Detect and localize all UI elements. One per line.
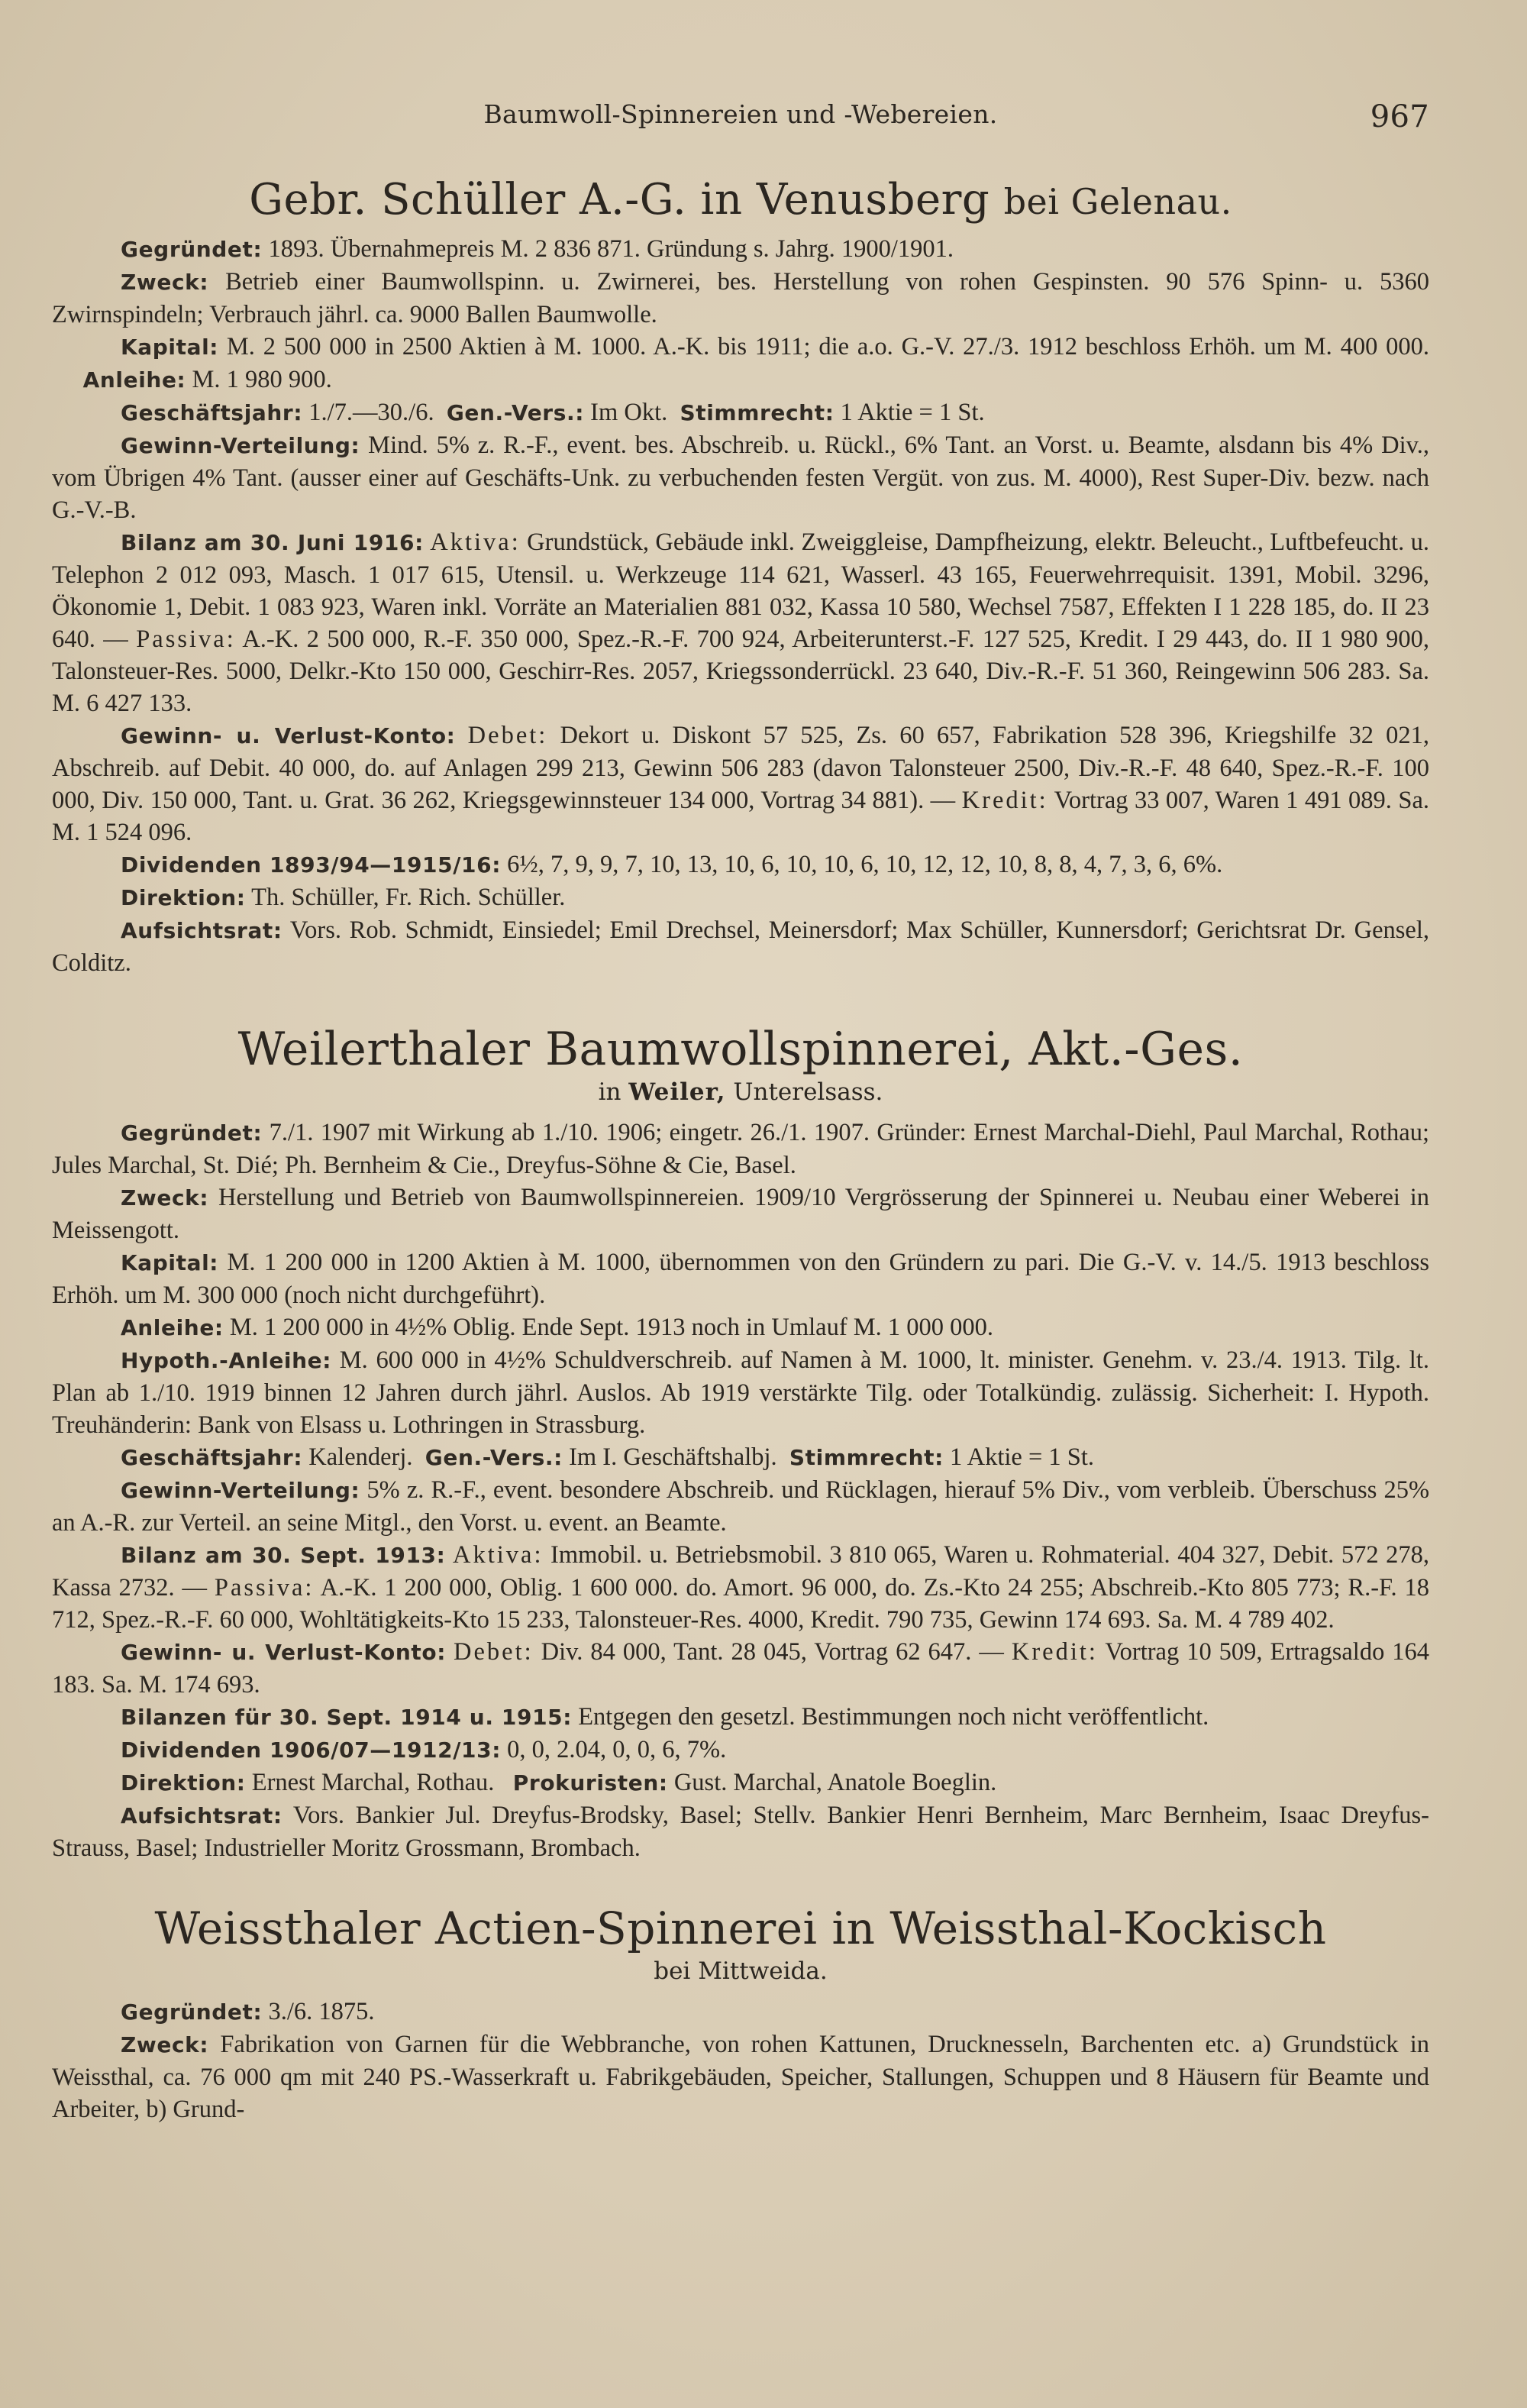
s1-genvers-text: Im Okt.: [590, 399, 668, 427]
s1-dividenden-text: 6½, 7, 9, 9, 7, 10, 13, 10, 6, 10, 10, 6, 10, 12, 12, 10, 8, 8, 4, 7, 3, 6, 6%.: [507, 851, 1223, 879]
s3-zweck-label: Zweck:: [121, 2032, 209, 2058]
s3-gegruendet-text: 3./6. 1875.: [268, 1998, 375, 2026]
s2-anleihe-label: Anleihe:: [121, 1315, 224, 1341]
section2-title: Weilerthaler Baumwollspinnerei, Akt.-Ges.: [237, 1023, 1244, 1077]
s1-direktion-text: Th. Schüller, Fr. Rich. Schüller.: [251, 884, 566, 912]
s1-gewinnverteilung-text: Mind. 5% z. R.-F., event. bes. Abschreib. u. Rückl., 6% Tant. an Vorst. u. Beamte, alsdann bis 4% Div., vom Übrigen 4% Tant. (ausser einer auf Geschäfts-Unk. zu verbuchenden festen Vergüt. von zus. M. 4000), Rest Super-Div. bezw. nach G.-V.-B.: [52, 432, 1429, 525]
section3-title: Weissthaler Actien-Spinnerei in Weissthal-Kockisch: [154, 1902, 1327, 1955]
s2-kapital-text: M. 1 200 000 in 1200 Aktien à M. 1000, übernommen von den Gründern zu pari. Die G.-V. v. 14./5. 1913 beschloss Erhöh. um M. 300 000 (noch nicht durchgeführt).: [52, 1249, 1430, 1310]
s2-gegruendet: [52, 1117, 1429, 1181]
s2-bilanzen: [52, 1701, 1429, 1734]
running-head: [52, 99, 1429, 153]
s2-loc-prefix: in: [598, 1078, 621, 1107]
s2-guv-debet-text: Div. 84 000, Tant. 28 045, Vortrag 62 647. —: [541, 1638, 1004, 1666]
s1-aufsichtsrat-label: Aufsichtsrat:: [121, 918, 282, 944]
s3-gegruendet: [52, 1996, 1429, 2028]
s2-stimmrecht-text: 1 Aktie = 1 St.: [950, 1443, 1095, 1472]
s1-bilanz-passiva-text: A.-K. 2 500 000, R.-F. 350 000, Spez.-R.-F. 700 924, Arbeiterunterst.-F. 127 525, Kredit. I 29 443, do. II 1 980 900, Talonsteuer-Res. 5000, Delkr.-Kto 150 000, Geschirr-Res. 2057, Kriegssonderrückl. 23 640, Div.-R.-F. 51 360, Reingewinn 506 283. Sa. M. 6 427 133.: [52, 625, 1430, 718]
s1-direktion: [52, 881, 1429, 914]
s2-hypoth-label: Hypoth.-Anleihe:: [121, 1348, 332, 1374]
s1-gegruendet-text: 1893. Übernahmepreis M. 2 836 871. Gründung s. Jahrg. 1900/1901.: [268, 235, 954, 263]
s2-hypoth: [52, 1344, 1429, 1441]
s1-kapital: [52, 331, 1429, 396]
s1-dividenden: [52, 848, 1429, 881]
s2-dividenden-text: 0, 0, 2.04, 0, 0, 6, 7%.: [507, 1736, 727, 1764]
section1-title: [52, 174, 1429, 225]
s2-direktion-text: Ernest Marchal, Rothau.: [251, 1769, 495, 1797]
s2-stimmrecht-label: Stimmrecht:: [789, 1445, 944, 1471]
s2-loc-place: Weiler,: [628, 1078, 726, 1107]
running-title: Baumwoll-Spinnereien und -Webereien.: [483, 99, 998, 129]
s1-guv-label: Gewinn- u. Verlust-Konto:: [121, 723, 456, 749]
s2-direktion-label: Direktion:: [121, 1770, 246, 1796]
s2-aufsichtsrat-label: Aufsichtsrat:: [121, 1803, 282, 1829]
s2-bilanzen-label: Bilanzen für 30. Sept. 1914 u. 1915:: [121, 1705, 573, 1731]
s1-stimmrecht-text: 1 Aktie = 1 St.: [840, 399, 985, 427]
s1-aufsichtsrat: [52, 914, 1429, 979]
s2-zweck: [52, 1181, 1429, 1246]
s1-genvers-label: Gen.-Vers.:: [446, 400, 584, 426]
s1-gewinnverteilung-label: Gewinn-Verteilung:: [121, 433, 360, 459]
section2-location: [52, 1077, 1429, 1107]
s1-anleihe-text: M. 1 980 900.: [192, 366, 332, 394]
s2-passiva-word: Passiva:: [214, 1574, 315, 1602]
s2-geschaeftsjahr-label: Geschäftsjahr:: [121, 1445, 303, 1471]
s2-zweck-label: Zweck:: [121, 1185, 209, 1211]
s1-zweck-text: Betrieb einer Baumwollspinn. u. Zwirnerei, bes. Herstellung von rohen Gespinsten. 90 576 Spinn- u. 5360 Zwirnspindeln; Verbrauch jährl. ca. 9000 Ballen Baumwolle.: [52, 268, 1430, 329]
s1-geschaeftsjahr: [52, 396, 1429, 429]
s1-passiva-word: Passiva:: [136, 625, 236, 654]
s1-kapital-label: Kapital:: [121, 335, 219, 360]
s1-geschaeftsjahr-text: 1./7.—30./6.: [308, 399, 434, 427]
s2-aufsichtsrat-text: Vors. Bankier Jul. Dreyfus-Brodsky, Basel; Stellv. Bankier Henri Bernheim, Marc Bernheim, Isaac Dreyfus-Strauss, Basel; Industrieller Moritz Grossmann, Brombach.: [52, 1802, 1429, 1863]
s1-kapital-text: M. 2 500 000 in 2500 Aktien à M. 1000. A.-K. bis 1911; die a.o. G.-V. 27./3. 1912 beschloss Erhöh. um M. 400 000.: [226, 333, 1430, 361]
s1-bilanz-label: Bilanz am 30. Juni 1916:: [121, 530, 424, 556]
s2-guv: [52, 1636, 1429, 1701]
s1-bilanz-aktiva-text: Grundstück, Gebäude inkl. Zweiggleise, Dampfheizung, elektr. Beleucht., Luftbefeucht. u. Telephon 2 012 093, Masch. 1 017 615, Utensil. u. Werkzeuge 114 621, Wasserl. 43 165, Feuerwehrrequisit. 1391, Mobil. 3296, Ökonomie 1, Debit. 1 083 923, Waren inkl. Vorräte an Materialien 881 032, Kassa 10 580, Wechsel 7587, Effekten I 1 228 185, do. II 23 640. —: [52, 528, 1429, 654]
s2-hypoth-text: M. 600 000 in 4½% Schuldverschreib. auf Namen à M. 1000, lt. minister. Genehm. v. 23./4. 1913. Tilg. lt. Plan ab 1./10. 1919 binnen 12 Jahren durch jährl. Auslos. Ab 1919 verstärkte Tilg. oder Totalkündig. zulässig. Sicherheit: I. Hypoth. Treuhänderin: Bank von Elsass u. Lothringen in Strassburg.: [52, 1346, 1429, 1440]
s1-zweck: [52, 266, 1429, 331]
s2-bilanz: [52, 1539, 1429, 1636]
s2-guv-label: Gewinn- u. Verlust-Konto:: [121, 1640, 447, 1666]
s3-zweck: [52, 2028, 1429, 2125]
s1-geschaeftsjahr-label: Geschäftsjahr:: [121, 400, 303, 426]
s1-stimmrecht-label: Stimmrecht:: [680, 400, 835, 426]
s2-prokuristen-text: Gust. Marchal, Anatole Boeglin.: [673, 1769, 997, 1797]
section1-title-suffix: bei Gelenau.: [1003, 181, 1232, 222]
s1-guv: [52, 719, 1429, 848]
s2-gewinnverteilung: [52, 1474, 1429, 1539]
s2-bilanzen-text: Entgegen den gesetzl. Bestimmungen noch nicht veröffentlicht.: [578, 1703, 1209, 1731]
s2-gewinnverteilung-label: Gewinn-Verteilung:: [121, 1478, 360, 1504]
s1-gewinnverteilung: [52, 429, 1429, 526]
s1-aufsichtsrat-text: Vors. Rob. Schmidt, Einsiedel; Emil Drechsel, Meinersdorf; Max Schüller, Kunnersdorf; Gerichtsrat Dr. Gensel, Colditz.: [52, 916, 1429, 978]
s2-kapital-label: Kapital:: [121, 1250, 219, 1276]
s2-genvers-label: Gen.-Vers.:: [425, 1445, 563, 1471]
section1-title-main: Gebr. Schüller A.-G. in Venusberg: [249, 175, 990, 225]
s2-genvers-text: Im I. Geschäftshalbj.: [569, 1443, 777, 1472]
s2-gegruendet-text: 7./1. 1907 mit Wirkung ab 1./10. 1906; eingetr. 26./1. 1907. Gründer: Ernest Marchal-Diehl, Paul Marchal, Rothau; Jules Marchal, St. Dié; Ph. Bernheim & Cie., Dreyfus-Söhne & Cie, Basel.: [52, 1119, 1430, 1180]
s2-gewinnverteilung-text: 5% z. R.-F., event. besondere Abschreib. und Rücklagen, hierauf 5% Div., vom verbleib. Überschuss 25% an A.-R. zur Verteil. an seine Mitgl., den Vorst. u. event. an Beamte.: [52, 1476, 1430, 1537]
s2-bilanz-passiva-text: A.-K. 1 200 000, Oblig. 1 600 000. do. Amort. 96 000, do. Zs.-Kto 24 255; Abschreib.-Kto 805 773; R.-F. 18 712, Spez.-R.-F. 60 000, Wohltätigkeits-Kto 15 233, Talonsteuer-Res. 4000, Kredit. 790 735, Gewinn 174 693. Sa. M. 4 789 402.: [52, 1574, 1429, 1634]
s1-anleihe-label: Anleihe:: [82, 367, 186, 393]
s1-guv-kredit-text: Vortrag 33 007, Waren 1 491 089. Sa. M. 1 524 096.: [52, 787, 1430, 847]
s1-direktion-label: Direktion:: [121, 885, 246, 911]
s2-dividenden-label: Dividenden 1906/07—1912/13:: [121, 1737, 502, 1763]
s1-bilanz: [52, 526, 1429, 719]
s2-gegruendet-label: Gegründet:: [121, 1120, 263, 1146]
s2-bilanz-label: Bilanz am 30. Sept. 1913:: [121, 1543, 446, 1569]
section3-location: bei Mittweida.: [654, 1957, 828, 1986]
s1-zweck-label: Zweck:: [121, 270, 209, 296]
s1-gegruendet: [52, 233, 1429, 266]
s2-guv-kredit-text: Vortrag 10 509, Ertragsaldo 164 183. Sa. M. 174 693.: [52, 1638, 1430, 1699]
s1-debet-word: Debet:: [467, 722, 548, 750]
s2-kapital: [52, 1246, 1429, 1311]
section3-body: [52, 1996, 1429, 2125]
s3-zweck-text: Fabrikation von Garnen für die Webbranche, von rohen Kattunen, Drucknesseln, Barchenten etc. a) Grundstück in Weissthal, ca. 76 000 qm mit 240 PS.-Wasserkraft u. Fabrikgebäuden, Speicher, Stallungen, Schuppen und 8 Häusern für Beamte und Arbeiter, b) Grund-: [52, 2031, 1429, 2124]
s3-gegruendet-label: Gegründet:: [121, 1999, 263, 2025]
s2-zweck-text: Herstellung und Betrieb von Baumwollspinnereien. 1909/10 Vergrösserung der Spinnerei u. Neubau einer Weberei in Meissengott.: [52, 1184, 1430, 1245]
s2-aktiva-word: Aktiva:: [452, 1541, 544, 1569]
s1-aktiva-word: Aktiva:: [430, 528, 521, 557]
s2-direktion: [52, 1766, 1429, 1799]
s2-bilanz-aktiva-text: Immobil. u. Betriebsmobil. 3 810 065, Waren u. Rohmaterial. 404 327, Debit. 572 278, Kassa 2732. —: [52, 1541, 1430, 1602]
s2-kredit-word: Kredit:: [1011, 1638, 1098, 1666]
s2-dividenden: [52, 1734, 1429, 1766]
s1-dividenden-label: Dividenden 1893/94—1915/16:: [121, 852, 502, 878]
section1-body: [52, 233, 1429, 979]
s2-loc-region: Unterelsass.: [733, 1078, 883, 1107]
section2-body: [52, 1117, 1429, 1864]
s2-debet-word: Debet:: [454, 1638, 534, 1666]
s2-aufsichtsrat: [52, 1799, 1429, 1864]
s2-geschaeftsjahr: [52, 1441, 1429, 1474]
s1-guv-debet-text: Dekort u. Diskont 57 525, Zs. 60 657, Fabrikation 528 396, Kriegshilfe 32 021, Abschreib. auf Debit. 40 000, do. auf Anlagen 299 213, Gewinn 506 283 (davon Talonsteuer 2500, Div.-R.-F. 48 640, Spez.-R.-F. 100 000, Div. 150 000, Tant. u. Grat. 36 262, Kriegsgewinnsteuer 134 000, Vortrag 34 881). —: [52, 722, 1430, 815]
s2-prokuristen-label: Prokuristen:: [512, 1770, 668, 1796]
s2-anleihe-text: M. 1 200 000 in 4½% Oblig. Ende Sept. 1913 noch in Umlauf M. 1 000 000.: [229, 1314, 994, 1342]
s2-anleihe: [52, 1311, 1429, 1344]
s1-gegruendet-label: Gegründet:: [121, 237, 263, 263]
page-number: 967: [1370, 99, 1429, 134]
s2-geschaeftsjahr-text: Kalenderj.: [308, 1443, 413, 1472]
s1-kredit-word: Kredit:: [961, 787, 1048, 815]
